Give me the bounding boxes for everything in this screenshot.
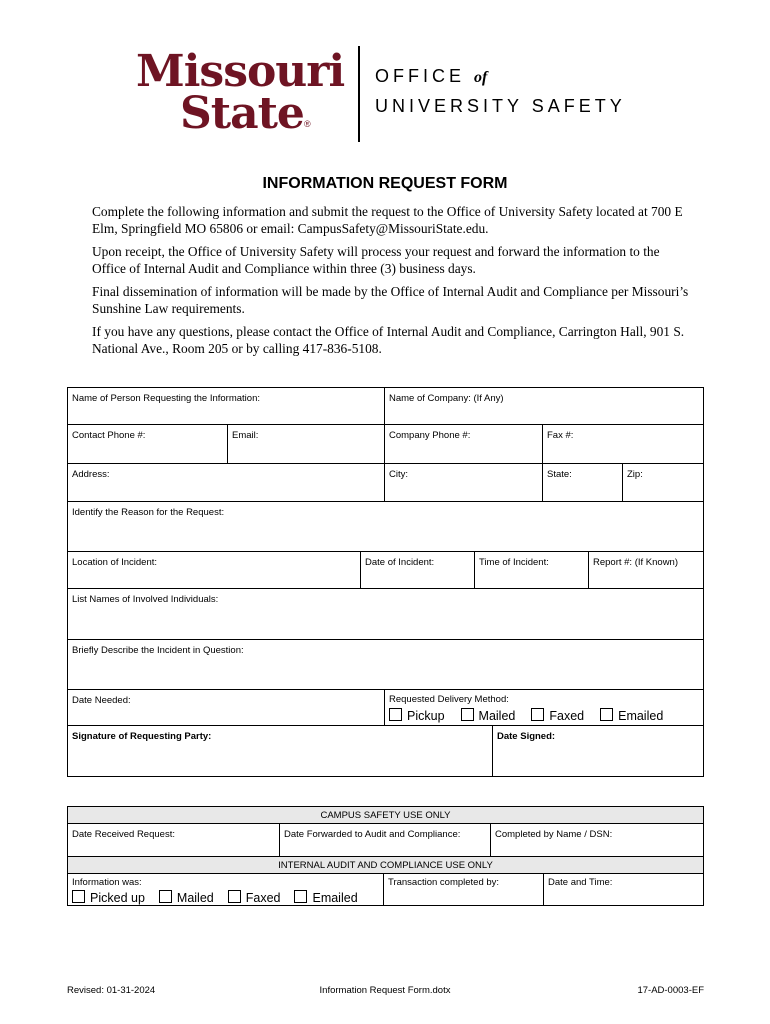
delivery-emailed-checkbox[interactable] <box>600 709 663 723</box>
company-name-field[interactable] <box>384 387 704 425</box>
checkbox-box[interactable] <box>72 890 85 903</box>
option-label: Emailed <box>618 709 664 723</box>
information-was-label: Information was: <box>72 877 142 888</box>
logo-divider <box>358 46 360 142</box>
completed-by-label: Completed by Name / DSN: <box>495 829 613 840</box>
contact-phone-field[interactable] <box>67 424 228 464</box>
option-label: Mailed <box>478 709 516 723</box>
checkbox-box[interactable] <box>600 708 613 721</box>
delivery-mailed-checkbox[interactable] <box>461 709 516 723</box>
instruction-paragraph: If you have any questions, please contact the Office of Internal Audit and Compliance, Carrington Hall, 901 S. National Ave., Room 205 or by calling 417-836-5108. <box>92 324 685 356</box>
option-label: Pickup <box>407 709 445 723</box>
information-was-cell <box>67 873 384 906</box>
checkbox-box[interactable] <box>461 708 474 721</box>
info-emailed-checkbox[interactable] <box>294 891 357 905</box>
email-field[interactable] <box>227 424 385 464</box>
office-word: OFFICE <box>375 66 465 86</box>
address-label: Address: <box>72 469 110 480</box>
footer-revised: Revised: 01-31-2024 <box>67 985 156 996</box>
date-forwarded-field[interactable] <box>279 823 491 857</box>
info-faxed-checkbox[interactable] <box>228 891 281 905</box>
contact-phone-label: Contact Phone #: <box>72 430 146 441</box>
info-picked-up-checkbox[interactable] <box>72 891 145 905</box>
date-time-field[interactable] <box>543 873 704 906</box>
instruction-paragraph: Upon receipt, the Office of University Safety will process your request and forward the information to the Office of Internal Audit and Compliance within three (3) business days. <box>92 244 660 276</box>
option-label: Faxed <box>549 709 585 723</box>
fax-field[interactable] <box>542 424 704 464</box>
footer-code: 17-AD-0003-EF <box>637 985 704 996</box>
date-forwarded-label: Date Forwarded to Audit and Compliance: <box>284 829 461 840</box>
involved-individuals-label: List Names of Involved Individuals: <box>72 594 219 605</box>
delivery-pickup-checkbox[interactable] <box>389 709 445 723</box>
logo-state <box>180 88 310 139</box>
option-label: Faxed <box>245 891 281 905</box>
reason-label: Identify the Reason for the Request: <box>72 507 225 518</box>
campus-safety-header: CAMPUS SAFETY USE ONLY <box>67 806 704 824</box>
checkbox-box[interactable] <box>228 890 241 903</box>
delivery-method-cell <box>384 689 704 726</box>
email-label: Email: <box>232 430 259 441</box>
office-of: of <box>474 69 488 86</box>
name-requesting-label: Name of Person Requesting the Information: <box>72 393 260 404</box>
information-options <box>72 890 379 905</box>
checkbox-box[interactable] <box>294 890 307 903</box>
audit-compliance-header: INTERNAL AUDIT AND COMPLIANCE USE ONLY <box>67 856 704 874</box>
transaction-completed-field[interactable] <box>383 873 544 906</box>
option-label: Emailed <box>312 891 358 905</box>
city-field[interactable] <box>384 463 543 502</box>
date-needed-label: Date Needed: <box>72 695 131 706</box>
incident-description-field[interactable] <box>67 639 704 690</box>
checkbox-box[interactable] <box>389 708 402 721</box>
city-label: City: <box>389 469 408 480</box>
delivery-method-label: Requested Delivery Method: <box>389 694 509 705</box>
time-incident-label: Time of Incident: <box>479 557 549 568</box>
office-line2: UNIVERSITY SAFETY <box>375 96 626 116</box>
date-time-label: Date and Time: <box>548 877 613 888</box>
fax-label: Fax #: <box>547 430 574 441</box>
company-phone-label: Company Phone #: <box>389 430 471 441</box>
zip-label: Zip: <box>627 469 643 480</box>
footer-filename: Information Request Form.dotx <box>319 985 451 996</box>
logo-state-text: State <box>180 88 304 139</box>
registered-mark: ® <box>303 119 310 129</box>
instruction-paragraph: Final dissemination of information will be made by the Office of Internal Audit and Compliance per Missouri’s Sunshine Law requirements. <box>92 284 689 316</box>
date-needed-field[interactable] <box>67 689 385 726</box>
report-number-field[interactable] <box>588 551 704 589</box>
state-field[interactable] <box>542 463 623 502</box>
completed-by-field[interactable] <box>490 823 704 857</box>
incident-description-label: Briefly Describe the Incident in Question: <box>72 645 244 656</box>
date-signed-label: Date Signed: <box>497 731 556 742</box>
option-label: Mailed <box>176 891 214 905</box>
involved-individuals-field[interactable] <box>67 588 704 640</box>
company-name-label: Name of Company: (If Any) <box>389 393 504 404</box>
location-field[interactable] <box>67 551 361 589</box>
time-incident-field[interactable] <box>474 551 589 589</box>
signature-label: Signature of Requesting Party: <box>72 731 212 742</box>
delivery-options <box>389 708 699 723</box>
date-incident-field[interactable] <box>360 551 475 589</box>
signature-field[interactable] <box>67 725 493 777</box>
info-mailed-checkbox[interactable] <box>159 891 214 905</box>
form-title: INFORMATION REQUEST FORM <box>262 175 508 192</box>
transaction-completed-label: Transaction completed by: <box>388 877 500 888</box>
date-incident-label: Date of Incident: <box>365 557 435 568</box>
checkbox-box[interactable] <box>531 708 544 721</box>
reason-field[interactable] <box>67 501 704 552</box>
logo-missouri: Missouri <box>136 46 345 97</box>
state-label: State: <box>547 469 572 480</box>
address-field[interactable] <box>67 463 385 502</box>
delivery-faxed-checkbox[interactable] <box>531 709 584 723</box>
location-label: Location of Incident: <box>72 557 158 568</box>
name-requesting-field[interactable] <box>67 387 385 425</box>
company-phone-field[interactable] <box>384 424 543 464</box>
instruction-paragraph: Complete the following information and submit the request to the Office of University Safety located at 700 E Elm, Springfield MO 65806 or email: CampusSafety@MissouriState.edu. <box>92 204 683 236</box>
zip-field[interactable] <box>622 463 704 502</box>
checkbox-box[interactable] <box>159 890 172 903</box>
option-label: Picked up <box>90 891 145 905</box>
date-received-label: Date Received Request: <box>72 829 175 840</box>
report-number-label: Report #: (If Known) <box>593 557 679 568</box>
office-line1 <box>375 66 487 87</box>
date-received-field[interactable] <box>67 823 280 857</box>
date-signed-field[interactable] <box>492 725 704 777</box>
